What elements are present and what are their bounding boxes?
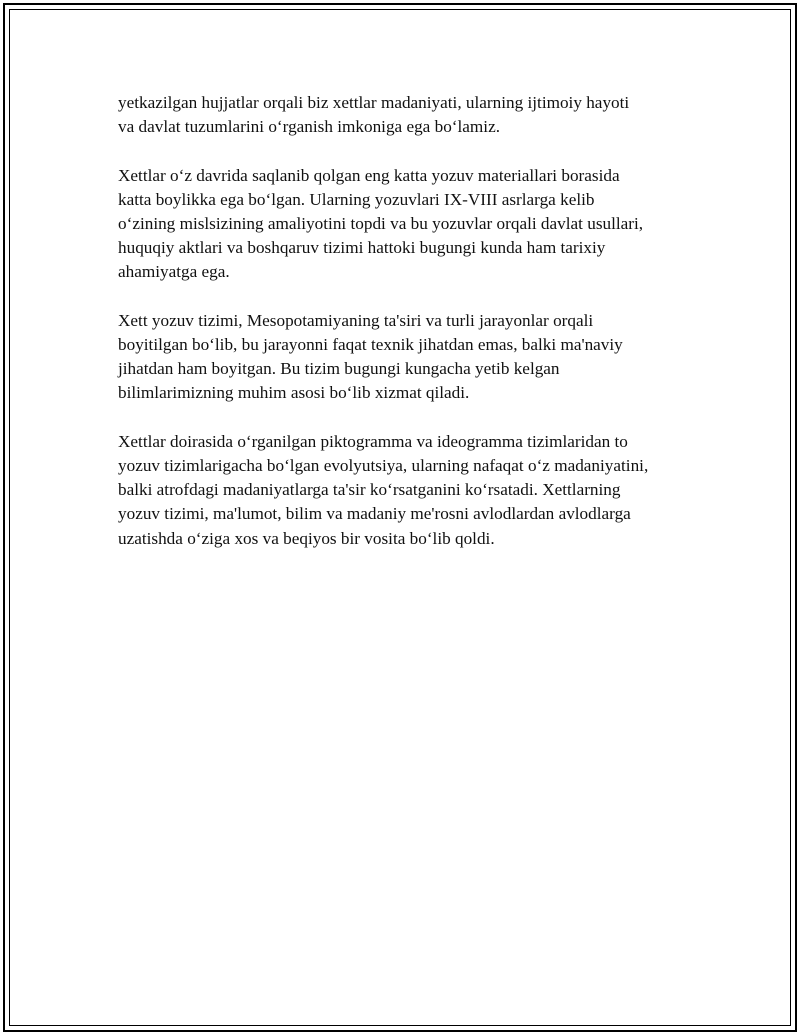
paragraph-2-line-5: ahamiyatga ega. bbox=[118, 262, 230, 282]
paragraph-4-line-4: yozuv tizimi, ma'lumot, bilim va madaniy me'rosni avlodlardan avlodlarga bbox=[118, 504, 631, 524]
paragraph-2-line-3: oʻzining mislsizining amaliyotini topdi va bu yozuvlar orqali davlat usullari, bbox=[118, 214, 644, 233]
document-body bbox=[118, 91, 703, 575]
paragraph-3-line-3: jihatdan ham boyitgan. Bu tizim bugungi kungacha yetib kelgan bbox=[118, 359, 560, 379]
paragraph-2-line-2: katta boylikka ega boʻlgan. Ularning yozuvlari IX-VIII asrlarga kelib bbox=[118, 189, 595, 209]
paragraph-1-line-2: va davlat tuzumlarini oʻrganish imkoniga ega boʻlamiz. bbox=[118, 117, 500, 137]
paragraph-2 bbox=[118, 164, 703, 285]
paragraph-3-line-1: Xett yozuv tizimi, Mesopotamiyaning ta'siri va turli jarayonlar orqali bbox=[118, 310, 594, 330]
paragraph-3-line-4: bilimlarimizning muhim asosi boʻlib xizmat qiladi. bbox=[118, 383, 470, 403]
paragraph-4-line-1: Xettlar doirasida oʻrganilgan piktogramma va ideogramma tizimlaridan to bbox=[118, 431, 628, 451]
paragraph-4-line-2: yozuv tizimlarigacha boʻlgan evolyutsiya, ularning nafaqat oʻz madaniyatini, bbox=[118, 456, 649, 475]
paragraph-1 bbox=[118, 91, 703, 139]
paragraph-3-line-2: boyitilgan boʻlib, bu jarayonni faqat texnik jihatdan emas, balki ma'naviy bbox=[118, 335, 623, 354]
paragraph-3 bbox=[118, 309, 703, 406]
paragraph-4-line-5: uzatishda oʻziga xos va beqiyos bir vosita boʻlib qoldi. bbox=[118, 528, 495, 548]
paragraph-4-line-3: balki atrofdagi madaniyatlarga ta'sir koʻrsatganini koʻrsatadi. Xettlarning bbox=[118, 480, 621, 500]
paragraph-2-line-1: Xettlar oʻz davrida saqlanib qolgan eng katta yozuv materiallari borasida bbox=[118, 165, 620, 185]
paragraph-1-line-1: yetkazilgan hujjatlar orqali biz xettlar madaniyati, ularning ijtimoiy hayoti bbox=[118, 93, 630, 112]
paragraph-2-line-4: huquqiy aktlari va boshqaruv tizimi hattoki bugungi kunda ham tarixiy bbox=[118, 238, 606, 258]
paragraph-4 bbox=[118, 430, 703, 551]
